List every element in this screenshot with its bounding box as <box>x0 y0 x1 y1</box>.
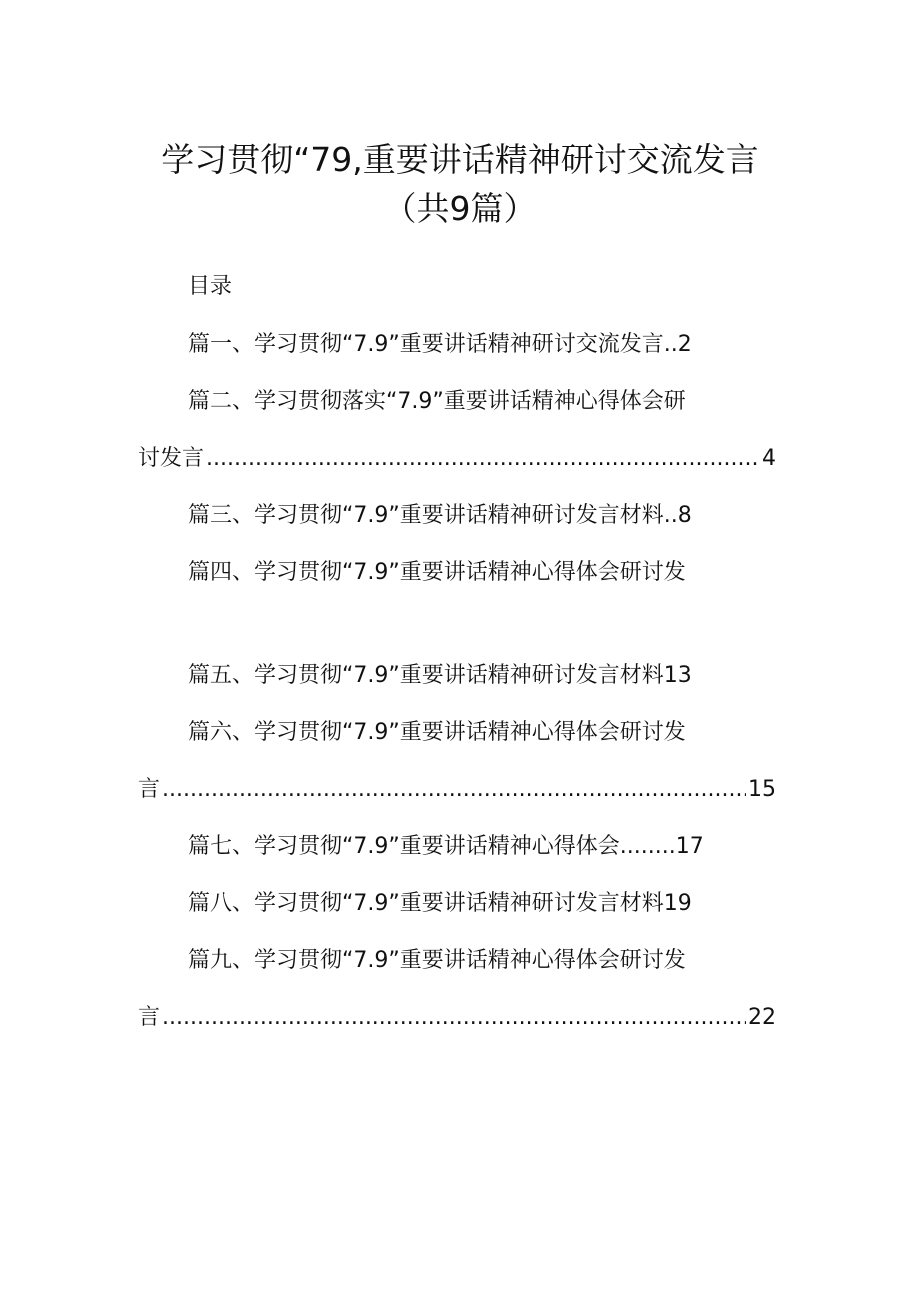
toc-heading: 目录 <box>188 274 233 299</box>
toc-entry-6[interactable]: 篇六、学习贯彻“7.9”重要讲话精神心得体会研讨发 <box>188 720 686 745</box>
document-title-line1: 学习贯彻“79,重要讲话精神研讨交流发言 <box>161 140 759 179</box>
toc-entry-2-page: 4 <box>762 446 776 471</box>
toc-entry-2-continuation[interactable] <box>138 444 776 474</box>
toc-entry-4[interactable]: 篇四、学习贯彻“7.9”重要讲话精神心得体会研讨发 <box>188 560 686 585</box>
toc-entry-7[interactable]: 篇七、学习贯彻“7.9”重要讲话精神心得体会........17 <box>188 834 704 859</box>
toc-entry-2-cont-text: 讨发言 <box>138 446 205 471</box>
toc-entry-9[interactable]: 篇九、学习贯彻“7.9”重要讲话精神心得体会研讨发 <box>188 948 686 973</box>
document-title-line2: （共9篇） <box>383 189 537 228</box>
toc-entry-2[interactable]: 篇二、学习贯彻落实“7.9”重要讲话精神心得体会研 <box>188 389 686 414</box>
toc-entry-1[interactable]: 篇一、学习贯彻“7.9”重要讲话精神研讨交流发言..2 <box>188 332 692 357</box>
toc-entry-9-continuation[interactable] <box>138 1003 776 1033</box>
toc-entry-3[interactable]: 篇三、学习贯彻“7.9”重要讲话精神研讨发言材料..8 <box>188 503 692 528</box>
toc-entry-9-page: 22 <box>748 1005 776 1030</box>
toc-entry-6-continuation[interactable] <box>138 775 776 805</box>
toc-entry-5[interactable]: 篇五、学习贯彻“7.9”重要讲话精神研讨发言材料13 <box>188 663 692 688</box>
toc-entry-8[interactable]: 篇八、学习贯彻“7.9”重要讲话精神研讨发言材料19 <box>188 891 692 916</box>
toc-entry-6-cont-text: 言 <box>138 777 161 802</box>
toc-entry-6-page: 15 <box>748 777 776 802</box>
toc-entry-9-cont-text: 言 <box>138 1005 161 1030</box>
toc-leader-dots <box>162 775 746 805</box>
toc-leader-dots <box>206 444 760 474</box>
toc-leader-dots <box>162 1003 746 1033</box>
